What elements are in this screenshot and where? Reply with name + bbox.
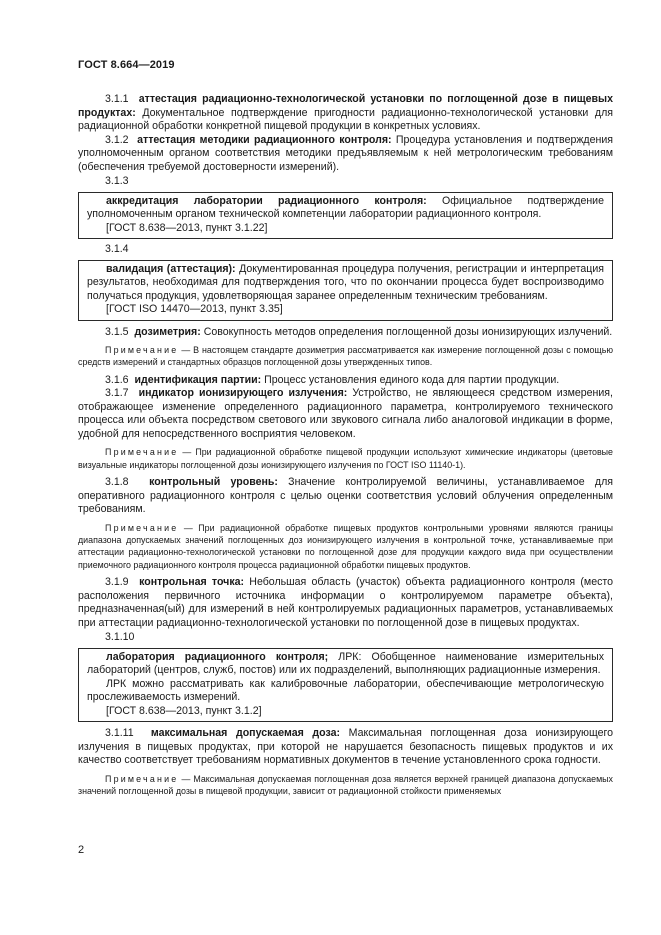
term-definition: Значение контролируемой величины, устанавливаемое для оперативного радиационного контроля с целью оценки соответствия условий облучения определенным требованиям. [78, 476, 613, 516]
term-name: контрольный уровень: [149, 476, 278, 489]
note-text: — При радиационной обработке пищевых продуктов контрольными уровнями являются границы диапазона допускаемых значений поглощенных доз ионизирующего излучения в контрольной точке, устанавливаемые при аттестации радиационно-технологической установки по поглощенной дозе для продукции каждого вида при осуществлении приемочного радиационного контроля процесса радиационной обработки пищевых продуктов. [78, 522, 613, 570]
clause-number-3-1-4: 3.1.4 [105, 243, 129, 255]
term-3-1-5 [78, 326, 613, 340]
clause-number: 3.1.8 [105, 476, 129, 489]
note-3-1-5 [78, 344, 613, 369]
clause-number-3-1-3: 3.1.3 [105, 175, 129, 187]
note-3-1-7 [78, 446, 613, 471]
clause-number: 3.1.6 [105, 373, 129, 386]
term-name: контрольная точка: [139, 576, 245, 589]
term-name: максимальная допускаемая доза: [150, 727, 341, 740]
term-3-1-7 [78, 387, 613, 441]
term-3-1-4 [87, 263, 604, 304]
term-name: аккредитация лаборатории радиационного контроля: [106, 194, 427, 207]
running-header: ГОСТ 8.664—2019 [78, 59, 175, 71]
term-name: лаборатория радиационного контроля; [106, 650, 329, 663]
clause-number: 3.1.2 [105, 133, 129, 146]
term-definition: Документированная процедура получения, регистрации и интерпретация результатов, необходимая для подтверждения того, что по окончании процесса будет воспроизводимо получаться продукция, удовлетворяющая заранее определенным техническим требованиям. [87, 262, 604, 302]
framed-term-3-1-4 [78, 260, 613, 321]
term-name: дозиметрия: [134, 325, 201, 338]
note-text: — При радиационной обработке пищевой продукции используют химические индикаторы (цветовые визуальные индикаторы поглощенной дозы ионизирующего излучения по ГОСТ ISO 11140-1). [78, 447, 613, 470]
source-reference: [ГОСТ ISO 14470—2013, пункт 3.35] [106, 303, 283, 315]
term-name: индикатор ионизирующего излучения: [138, 387, 348, 400]
term-3-1-8 [78, 476, 613, 517]
note-label: Примечание [105, 522, 179, 533]
source-reference: [ГОСТ 8.638—2013, пункт 3.1.2] [106, 704, 262, 717]
note-3-1-8 [78, 522, 613, 572]
note-text: — В настоящем стандарте дозиметрия рассматривается как измерение поглощенной дозы с помощью средств измерений и стандартных образцов поглощенной дозы утвержденных типов. [78, 345, 613, 368]
clause-number: 3.1.5 [105, 325, 129, 338]
term-3-1-1 [78, 93, 613, 134]
note-3-1-11 [78, 773, 613, 798]
page-number: 2 [78, 844, 85, 856]
note-label: Примечание [105, 345, 179, 355]
term-3-1-3 [87, 195, 604, 222]
framed-term-3-1-3 [78, 192, 613, 240]
term-3-1-6 [78, 374, 613, 388]
term-definition: Официальное подтверждение уполномоченным органом технической компетенции лаборатории радиационного контроля. [87, 194, 604, 220]
term-definition: ЛРК: Обобщенное наименование измерительных лабораторий (центров, служб, постов) или их подразделений, выполняющих радиационные измерения. [87, 650, 604, 677]
term-name: аттестация методики радиационного контроля: [137, 133, 392, 146]
term-definition: Совокупность методов определения поглощенной дозы ионизирующих излучений. [200, 325, 613, 338]
term-additional-text: ЛРК можно рассматривать как калибровочные лаборатории, обеспечивающие метрологическую прослеживаемость измерений. [87, 677, 604, 704]
term-definition: Процесс установления единого кода для партии продукции. [261, 373, 560, 386]
term-name: аттестация радиационно-технологической установки по поглощенной дозе в пищевых продуктах: [78, 93, 613, 119]
framed-term-3-1-10 [78, 648, 613, 723]
term-definition: Устройство, не являющееся средством измерения, отображающее изменение определенного радиационного параметра, контролируемого технического процесса или объекта посредством светового или звукового сигнала либо аналоговой индикации в форме, удобной для непосредственного восприятия человеком. [78, 387, 613, 440]
term-3-1-2 [78, 134, 613, 175]
term-name: идентификация партии: [134, 373, 262, 386]
term-definition: Максимальная поглощенная доза ионизирующего излучения в пищевых продуктах, при которой не нарушается безопасность пищевых продуктов и их качество соответствует требованиям нормативных документов в течение установленного срока годности. [78, 727, 613, 767]
clause-number: 3.1.7 [105, 387, 129, 400]
term-definition: Процедура установления и подтверждения уполномоченным органом соответствия методики предъявляемым к ней метрологическим требованиям (обеспечения требуемой достоверности измерений). [78, 133, 614, 173]
document-body [78, 93, 613, 803]
note-label: Примечание [105, 773, 179, 784]
note-label: Примечание [105, 447, 179, 458]
clause-number-3-1-10: 3.1.10 [105, 631, 135, 644]
term-3-1-11 [78, 727, 613, 768]
note-text: — Максимальная допускаемая поглощенная доза является верхней границей диапазона допускаемых значений поглощенной дозы в пищевой продукции, зависит от радиационной стойкости применяемых [78, 773, 613, 797]
term-definition: Документальное подтверждение пригодности радиационно-технологической установки для радиационной обработки конкретной пищевой продукции в конкретных условиях. [78, 106, 613, 132]
clause-number: 3.1.1 [105, 93, 129, 105]
term-3-1-10 [87, 651, 604, 678]
source-reference: [ГОСТ 8.638—2013, пункт 3.1.22] [106, 221, 268, 234]
term-3-1-9 [78, 576, 613, 630]
term-name: валидация (аттестация): [106, 262, 236, 275]
clause-number: 3.1.11 [105, 727, 134, 740]
clause-number: 3.1.9 [105, 576, 129, 589]
term-definition: Небольшая область (участок) объекта радиационного контроля (место расположения первичного источника информации о контролируемом параметре объекта), предназначенная(ый) для измерений в ней контролируемых радиационных параметров, устанавливаемых при аттестации радиационно-технологической установки по поглощенной дозе в пищевых продуктах. [78, 576, 614, 629]
